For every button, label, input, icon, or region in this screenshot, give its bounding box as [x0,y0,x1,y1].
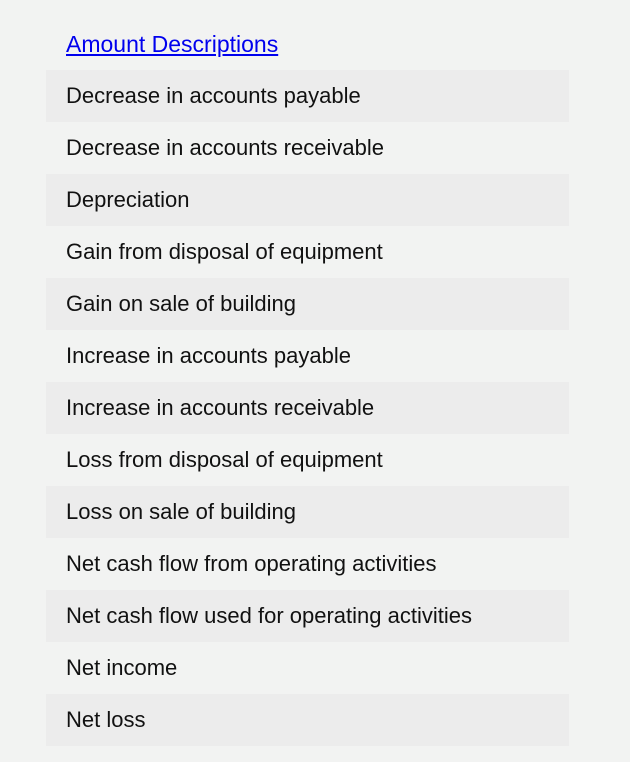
amount-descriptions-link[interactable]: Amount Descriptions [66,31,279,57]
list-item[interactable]: Gain from disposal of equipment [66,239,383,264]
list-item[interactable]: Net loss [46,694,569,746]
list-item[interactable]: Net income [66,655,178,680]
list-item[interactable]: Net cash flow from operating activities [66,551,437,576]
list-item[interactable]: Increase in accounts payable [66,343,351,368]
list-item[interactable]: Gain on sale of building [46,278,569,330]
list-item[interactable]: Net cash flow used for operating activities [46,590,569,642]
list-item[interactable]: Loss from disposal of equipment [66,447,383,472]
list-item[interactable]: Increase in accounts receivable [46,382,569,434]
list-item[interactable]: Decrease in accounts payable [46,70,569,122]
list-item[interactable]: Decrease in accounts receivable [66,135,384,160]
list-item[interactable]: Depreciation [46,174,569,226]
list-item[interactable]: Loss on sale of building [46,486,569,538]
amount-descriptions-list [46,70,569,746]
